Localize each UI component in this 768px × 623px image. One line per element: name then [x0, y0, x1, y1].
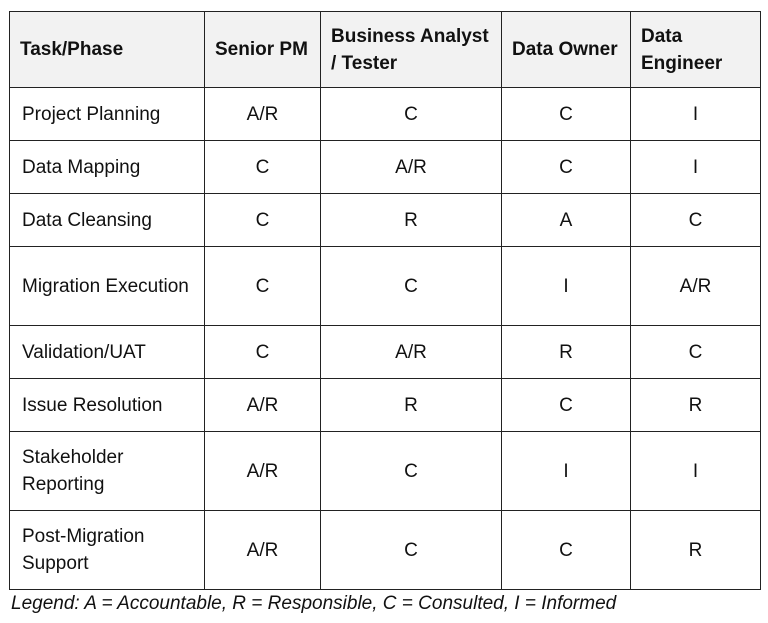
table-row: [10, 511, 761, 590]
table-row: [10, 379, 761, 432]
senior-pm-cell: A/R: [205, 432, 321, 511]
senior-pm-cell: C: [205, 141, 321, 194]
table-row: [10, 432, 761, 511]
header-business-analyst: Business Analyst / Tester: [321, 12, 502, 88]
legend-text: Legend: A = Accountable, R = Responsible, C = Consulted, I = Informed: [11, 593, 617, 614]
data-owner-cell: C: [502, 141, 631, 194]
data-owner-cell: R: [502, 326, 631, 379]
data-engineer-cell: R: [631, 379, 761, 432]
data-owner-cell: I: [502, 432, 631, 511]
table-row: [10, 141, 761, 194]
header-senior-pm: Senior PM: [205, 12, 321, 88]
business-analyst-cell: A/R: [321, 141, 502, 194]
data-owner-cell: C: [502, 511, 631, 590]
data-owner-cell: C: [502, 88, 631, 141]
data-engineer-cell: C: [631, 194, 761, 247]
task-cell: Issue Resolution: [10, 379, 205, 432]
task-cell: Data Cleansing: [10, 194, 205, 247]
data-engineer-cell: I: [631, 141, 761, 194]
table-row: [10, 247, 761, 326]
business-analyst-cell: C: [321, 511, 502, 590]
data-engineer-cell: I: [631, 432, 761, 511]
senior-pm-cell: C: [205, 247, 321, 326]
business-analyst-cell: C: [321, 247, 502, 326]
task-cell: Validation/UAT: [10, 326, 205, 379]
raci-matrix-table: [9, 11, 761, 590]
data-owner-cell: I: [502, 247, 631, 326]
table-header: [10, 12, 761, 88]
header-data-engineer: Data Engineer: [631, 12, 761, 88]
business-analyst-cell: R: [321, 379, 502, 432]
business-analyst-cell: A/R: [321, 326, 502, 379]
task-cell: Post-Migration Support: [10, 511, 205, 590]
table-row: [10, 88, 761, 141]
business-analyst-cell: C: [321, 432, 502, 511]
data-owner-cell: A: [502, 194, 631, 247]
task-cell: Migration Execution: [10, 247, 205, 326]
header-row: [10, 12, 761, 88]
table-row: [10, 194, 761, 247]
senior-pm-cell: A/R: [205, 511, 321, 590]
task-cell: Project Planning: [10, 88, 205, 141]
business-analyst-cell: C: [321, 88, 502, 141]
task-cell: Stakeholder Reporting: [10, 432, 205, 511]
data-owner-cell: C: [502, 379, 631, 432]
header-task-phase: Task/Phase: [10, 12, 205, 88]
business-analyst-cell: R: [321, 194, 502, 247]
table-row: [10, 326, 761, 379]
data-engineer-cell: R: [631, 511, 761, 590]
task-cell: Data Mapping: [10, 141, 205, 194]
senior-pm-cell: A/R: [205, 379, 321, 432]
table-body: [10, 88, 761, 590]
senior-pm-cell: C: [205, 326, 321, 379]
data-engineer-cell: I: [631, 88, 761, 141]
senior-pm-cell: A/R: [205, 88, 321, 141]
data-engineer-cell: A/R: [631, 247, 761, 326]
senior-pm-cell: C: [205, 194, 321, 247]
data-engineer-cell: C: [631, 326, 761, 379]
header-data-owner: Data Owner: [502, 12, 631, 88]
